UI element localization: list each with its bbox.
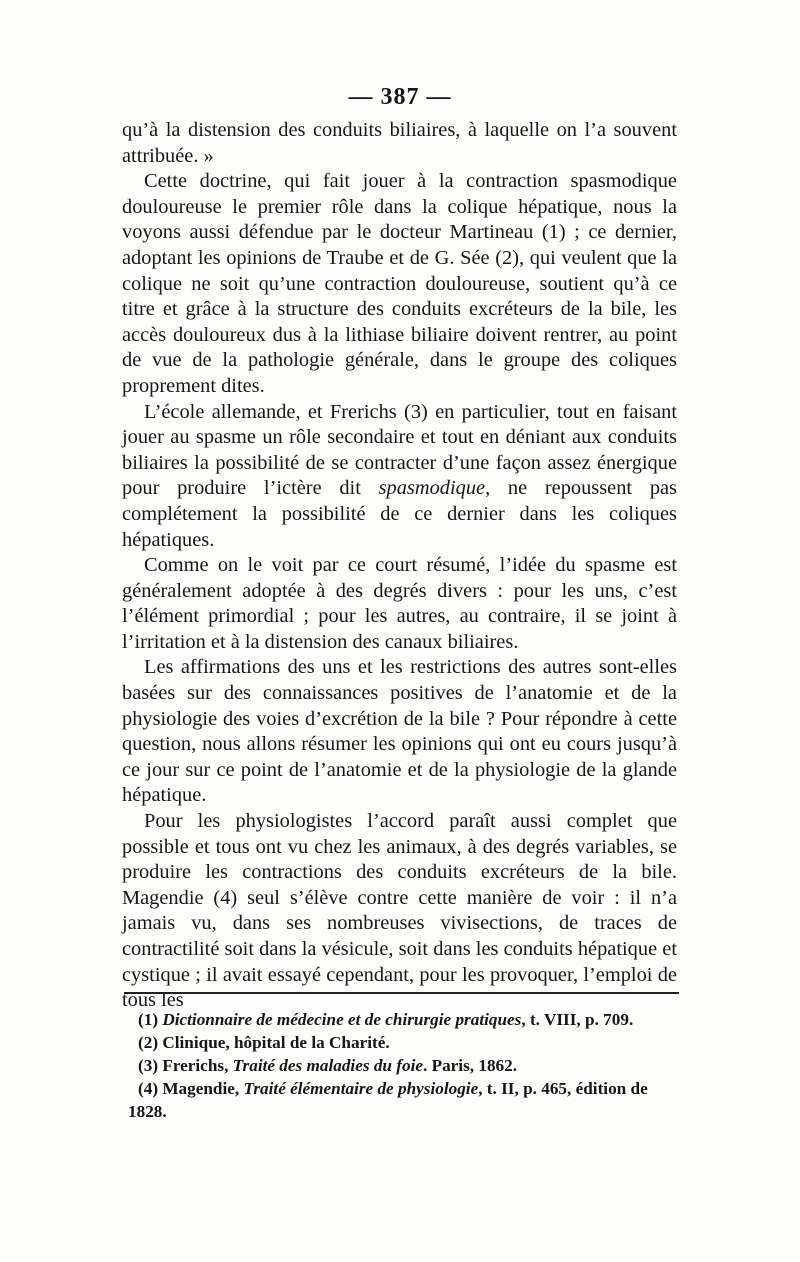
text-run: , t. II, p. 465, édition de 1828. — [128, 1079, 648, 1121]
paragraph — [122, 169, 677, 399]
text-run: L’école allemande, et Frerichs (3) en particulier, tout en faisant jouer au spasme un rôle secondaire et tout en déniant aux conduits biliaires la possibilité de se contracter d’une façon assez énergique pour produire l’ictère dit — [122, 400, 677, 500]
page-number: — 387 — — [348, 84, 452, 110]
text-run: , t. VIII, p. 709. — [521, 1010, 634, 1029]
paragraph — [122, 118, 677, 169]
footnote — [128, 1054, 680, 1077]
text-run: (3) Frerichs, — [138, 1056, 233, 1075]
paragraph — [122, 809, 677, 1014]
paragraph — [122, 655, 677, 809]
text-run: qu’à la distension des conduits biliaires, à laquelle on l’a souvent attribuée. » — [122, 119, 677, 167]
body-text — [122, 118, 677, 1014]
footnote — [128, 1077, 680, 1123]
italic-text: Traité élémentaire de physiologie — [243, 1079, 479, 1098]
text-run: Comme on le voit par ce court résumé, l’idée du spasme est généralement adoptée à des degrés divers : pour les uns, c’est l’élément primordial ; pour les autres, au contraire, il se joint à l’irritation et à la distension des canaux biliaires. — [122, 554, 677, 653]
paragraph — [122, 400, 677, 554]
italic-text: spasmodique — [378, 477, 486, 500]
text-run: , ne repoussent pas complétement la possibilité de ce dernier dans les coliques hépatiques. — [122, 477, 677, 551]
italic-text: Dictionnaire de médecine et de chirurgie pratiques — [162, 1010, 522, 1029]
footnote — [128, 1008, 680, 1031]
footnotes — [128, 1008, 680, 1123]
text-run: (1) — [138, 1010, 163, 1029]
text-run: Cette doctrine, qui fait jouer à la contraction spasmodique douloureuse le premier rôle dans la colique hépatique, nous la voyons aussi défendue par le docteur Martineau (1) ; ce dernier, adoptant les opinions de Traube et de G. Sée (2), qui veulent que la colique ne soit qu’une contraction douloureuse, soutient qu’à ce titre et grâce à la structure des conduits excréteurs de la bile, les accès douloureux dus à la lithiase biliaire doivent rentrer, au point de vue de la pathologie générale, dans le groupe des coliques proprement dites. — [122, 170, 677, 397]
text-run: Les affirmations des uns et les restrictions des autres sont-elles basées sur des connaissances positives de l’anatomie et de la physiologie des voies d’excrétion de la bile ? Pour répondre à cette question, nous allons résumer les opinions qui ont eu cours jusqu’à ce jour sur ce point de l’anatomie et de la physiologie de la glande hépatique. — [122, 656, 677, 807]
text-run: (2) Clinique, hôpital de la Charité. — [138, 1033, 390, 1052]
text-run: . Paris, 1862. — [422, 1056, 518, 1075]
text-run: (4) Magendie, — [138, 1079, 244, 1098]
paragraph — [122, 553, 677, 655]
footnote — [128, 1031, 680, 1054]
text-run: Pour les physiologistes l’accord paraît aussi complet que possible et tous ont vu chez les animaux, à des degrés variables, se produire les contractions des conduits excréteurs de la bile. Magendie (4) seul s’élève contre cette manière de voir : il n’a jamais vu, dans ses nombreuses vivisections, de traces de contractilité soit dans la vésicule, soit dans les conduits hépatique et cystique ; il avait essayé cependant, pour les provoquer, l’emploi de tous les — [122, 810, 677, 1012]
italic-text: Traité des maladies du foie — [232, 1056, 423, 1075]
footnote-divider — [124, 992, 679, 994]
